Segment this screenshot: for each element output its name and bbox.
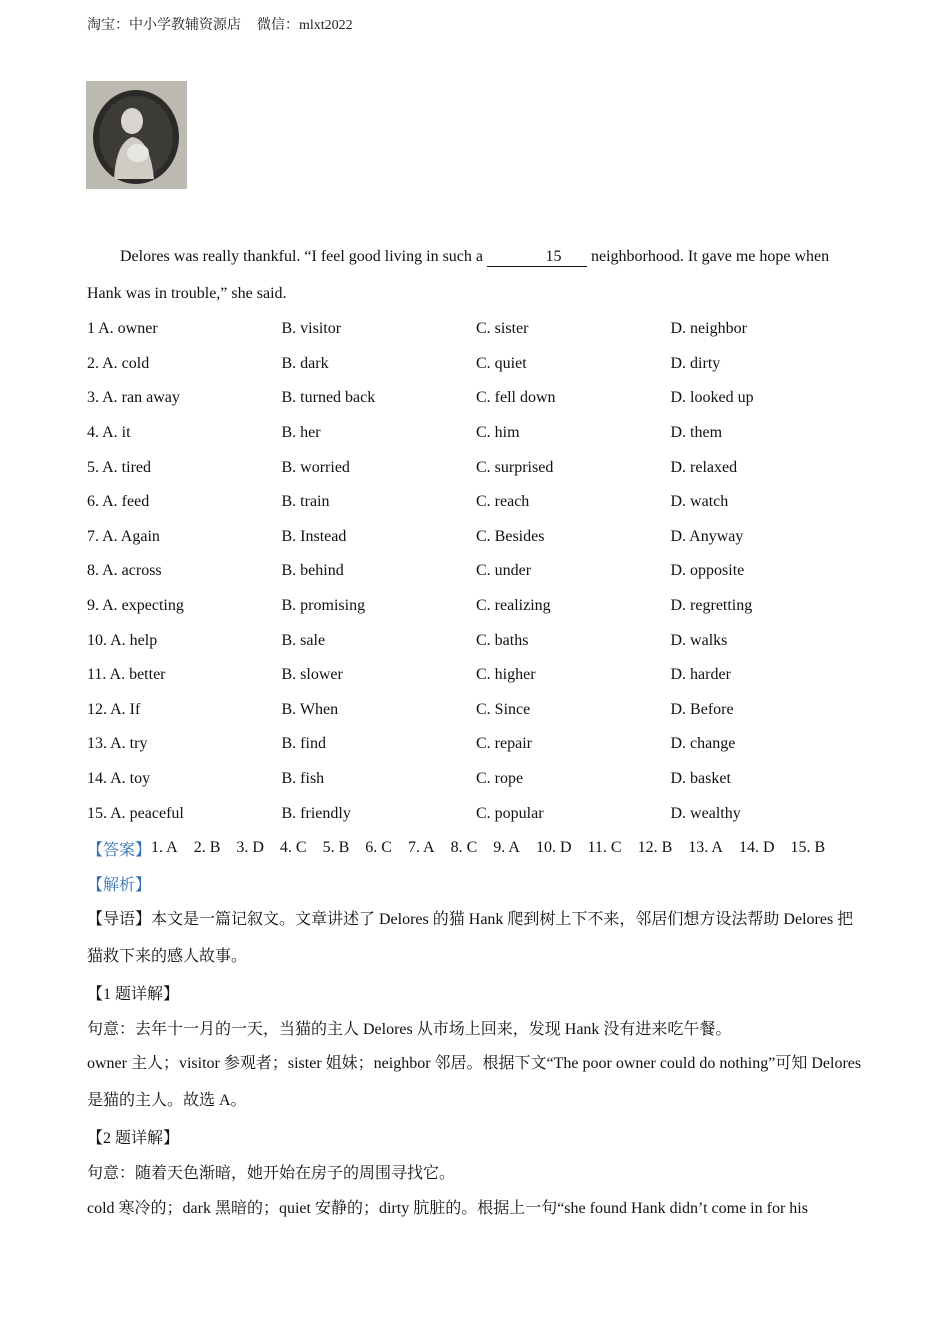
option-a: 10. A. help — [87, 631, 158, 649]
option-b: B. visitor — [281, 320, 342, 338]
q2-meaning: 句意：随着天色渐暗，她开始在房子的周围寻找它。 — [87, 1164, 456, 1182]
option-b: B. find — [281, 735, 326, 753]
answer-item: 11. C — [587, 839, 622, 857]
option-d: D. basket — [670, 770, 731, 788]
option-c: C. quiet — [476, 354, 527, 372]
blank-15: 15 — [487, 248, 587, 267]
answer-item: 4. C — [279, 839, 307, 857]
option-row — [87, 658, 867, 693]
option-a: 5. A. tired — [87, 458, 151, 476]
answer-item: 9. A — [493, 839, 520, 857]
answer-item: 6. C — [365, 839, 392, 857]
option-c: C. baths — [476, 631, 529, 649]
option-row — [87, 520, 867, 555]
intro-paragraph: 【导语】本文是一篇记叙文。文章讲述了 Delores 的猫 Hank 爬到树上下不来，邻居们想方设法帮助 Delores 把猫救下来的感人故事。 — [87, 910, 854, 965]
option-d: D. walks — [670, 631, 728, 649]
option-b: B. slower — [281, 666, 343, 684]
option-a: 1 A. owner — [87, 320, 158, 338]
option-d: D. regretting — [670, 597, 753, 615]
option-b: B. When — [281, 700, 339, 718]
option-c: C. under — [476, 562, 532, 580]
option-row — [87, 796, 867, 831]
option-row — [87, 623, 867, 658]
option-row — [87, 416, 867, 451]
answer-item: 7. A — [407, 839, 435, 857]
q1-meaning: 句意：去年十一月的一天，当猫的主人 Delores 从市场上回来，发现 Hank 没有进来吃午餐。 — [87, 1020, 732, 1038]
option-a: 15. A. peaceful — [87, 804, 184, 822]
option-a: 3. A. ran away — [87, 389, 180, 407]
option-d: D. harder — [670, 666, 731, 684]
answer-item: 8. C — [450, 839, 478, 857]
option-c: C. sister — [476, 320, 529, 338]
option-row — [87, 347, 867, 382]
option-row — [87, 450, 867, 485]
q1-heading: 【1 题详解】 — [87, 985, 180, 1003]
option-b: B. dark — [281, 354, 329, 372]
wechat-id: 微信：mlxt2022 — [257, 18, 353, 33]
option-b: B. friendly — [281, 804, 351, 822]
option-c: C. realizing — [476, 597, 551, 615]
shop-name: 淘宝：中小学教辅资源店 — [87, 18, 241, 33]
portrait-photo — [86, 81, 187, 189]
option-d: D. neighbor — [670, 320, 747, 338]
option-d: D. opposite — [670, 562, 745, 580]
option-c: C. surprised — [476, 458, 554, 476]
option-b: B. fish — [281, 770, 325, 788]
answer-item: 12. B — [637, 839, 673, 857]
option-c: C. higher — [476, 666, 536, 684]
option-b: B. sale — [281, 631, 326, 649]
option-c: C. rope — [476, 770, 524, 788]
option-a: 7. A. Again — [87, 527, 160, 545]
answer-item: 15. B — [790, 839, 826, 857]
option-row — [87, 312, 867, 347]
option-b: B. turned back — [281, 389, 376, 407]
option-row — [87, 693, 867, 728]
analysis-label: 【解析】 — [87, 876, 152, 894]
q2-explain: cold 寒冷的；dark 黑暗的；quiet 安静的；dirty 肮脏的。根据上一句“she found Hank didn’t come in for his — [87, 1199, 808, 1217]
option-c: C. fell down — [476, 389, 556, 407]
option-c: C. reach — [476, 493, 530, 511]
option-b: B. worried — [281, 458, 350, 476]
option-c: C. repair — [476, 735, 532, 753]
option-row — [87, 485, 867, 520]
option-c: C. Besides — [476, 527, 545, 545]
answer-item: 14. D — [738, 839, 775, 857]
option-d: D. Before — [670, 700, 734, 718]
passage-paragraph: Delores was really thankful. “I feel good living in such a 15 neighborhood. It gave me hope when Hank was in trouble,” she said. — [87, 248, 830, 302]
option-c: C. him — [476, 424, 520, 442]
option-row — [87, 727, 867, 762]
option-a: 8. A. across — [87, 562, 162, 580]
answer-item: 3. D — [236, 839, 264, 857]
page-header — [87, 14, 353, 34]
option-b: B. promising — [281, 597, 366, 615]
option-row — [87, 381, 867, 416]
option-a: 4. A. it — [87, 424, 131, 442]
main-content — [87, 238, 867, 1224]
option-a: 14. A. toy — [87, 770, 151, 788]
option-a: 12. A. If — [87, 700, 141, 718]
option-d: D. them — [670, 424, 723, 442]
option-c: C. Since — [476, 700, 531, 718]
option-d: D. change — [670, 735, 736, 753]
answer-item: 5. B — [322, 839, 350, 857]
answer-item: 10. D — [535, 839, 572, 857]
option-a: 11. A. better — [87, 666, 166, 684]
answer-item: 13. A — [688, 839, 723, 857]
q2-heading: 【2 题详解】 — [87, 1129, 180, 1147]
option-b: B. behind — [281, 562, 344, 580]
option-d: D. watch — [670, 493, 729, 511]
option-a: 13. A. try — [87, 735, 148, 753]
option-d: D. dirty — [670, 354, 721, 372]
option-row — [87, 554, 867, 589]
option-b: B. Instead — [281, 527, 347, 545]
option-row — [87, 589, 867, 624]
option-d: D. wealthy — [670, 804, 741, 822]
answers-line — [87, 831, 867, 866]
option-a: 2. A. cold — [87, 354, 150, 372]
answer-item: 2. B — [193, 839, 221, 857]
option-row — [87, 762, 867, 797]
option-a: 9. A. expecting — [87, 597, 184, 615]
option-d: D. looked up — [670, 389, 754, 407]
q1-explain: owner 主人；visitor 参观者；sister 姐妹；neighbor 邻居。根据下文“The poor owner could do nothing”可知 Delores 是猫的主人。故选 A。 — [87, 1054, 862, 1109]
option-d: D. relaxed — [670, 458, 738, 476]
option-b: B. her — [281, 424, 321, 442]
answer-label: 【答案】 — [87, 841, 152, 859]
answer-item: 1. A — [151, 839, 178, 857]
option-d: D. Anyway — [670, 527, 744, 545]
option-c: C. popular — [476, 804, 544, 822]
option-a: 6. A. feed — [87, 493, 150, 511]
options-list — [87, 312, 867, 831]
option-b: B. train — [281, 493, 330, 511]
answer-list — [151, 839, 841, 857]
